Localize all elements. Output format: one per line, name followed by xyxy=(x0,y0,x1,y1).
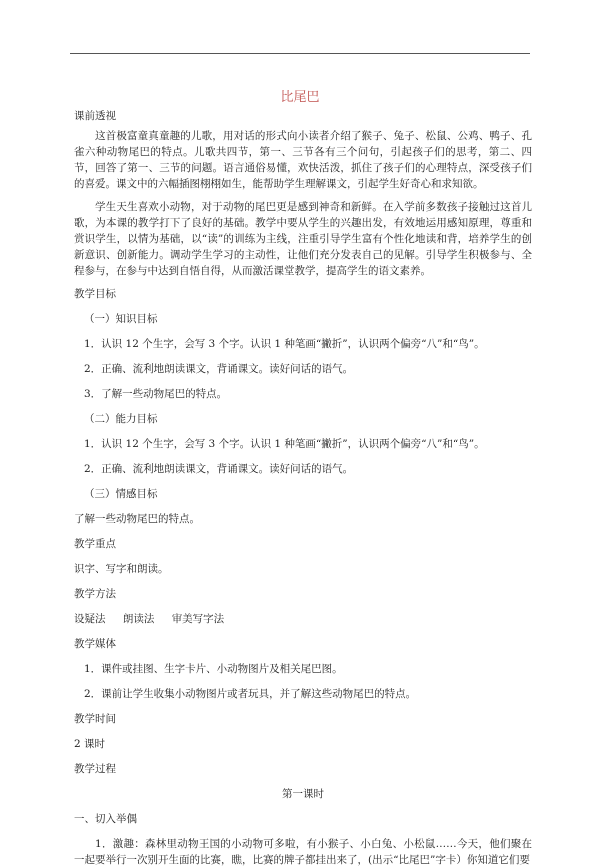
method-item: 朗读法 xyxy=(122,613,155,625)
section-heading: 一、切入举偶 xyxy=(74,813,137,825)
preview-heading: 课前透视 xyxy=(74,110,116,122)
header-rule xyxy=(70,53,530,54)
process-heading: 教学过程 xyxy=(74,763,116,775)
process-step-paragraph: 1．激趣：森林里动物王国的小动物可多啦，有小猴子、小白兔、小松鼠……今天，他们聚在一起要举行一次别开生面的比赛，瞧，比赛的牌子都挂出来了，(出示“比尾巴”字卡）你知道它们要 xyxy=(74,838,532,866)
methods-heading: 教学方法 xyxy=(74,588,116,600)
media-heading: 教学媒体 xyxy=(74,638,116,650)
method-item: 审美写字法 xyxy=(171,613,225,625)
goals-heading: 教学目标 xyxy=(74,288,116,300)
focus-heading: 教学重点 xyxy=(74,538,116,550)
knowledge-goal-item: 1．认识 12 个生字，会写 3 个字。认识 1 种笔画“撇折”，认识两个偏旁“八”和“鸟”。 xyxy=(84,338,485,350)
knowledge-goal-item: 2．正确、流利地朗读课文，背诵课文。读好问话的语气。 xyxy=(84,363,354,375)
knowledge-goal-item: 3．了解一些动物尾巴的特点。 xyxy=(84,388,228,400)
focus-text: 识字、写字和朗读。 xyxy=(74,563,169,575)
lesson-heading: 第一课时 xyxy=(282,788,324,800)
page-title: 比尾巴 xyxy=(280,90,320,105)
preview-paragraph-1: 这首极富童真童趣的儿歌，用对话的形式向小读者介绍了猴子、兔子、松鼠、公鸡、鸭子、孔雀六种动物尾巴的特点。儿歌共四节，第一、三节各有三个问句，引起孩子们的思考，第二、四节，回答了第一、三节的问题。语言通俗易懂，欢快活泼，抓住了孩子们的心理特点，深受孩子们的喜爱。课文中的六幅插图栩栩如生，能帮助学生理解课文，引起学生好奇心和求知欲。 xyxy=(74,130,532,190)
document-body xyxy=(74,108,532,868)
methods-list xyxy=(74,611,532,627)
emotion-goal-text: 了解一些动物尾巴的特点。 xyxy=(74,513,200,525)
media-item: 2．课前让学生收集小动物图片或者玩具，并了解这些动物尾巴的特点。 xyxy=(84,688,417,700)
preview-paragraph-2: 学生天生喜欢小动物，对于动物的尾巴更是感到神奇和新鲜。在入学前多数孩子接触过这首儿歌，为本课的教学打下了良好的基础。教学中要从学生的兴趣出发，有效地运用感知原理，尊重和赏识学生，以情为基础，以“读”的训练为主线，注重引导学生富有个性化地读和背，培养学生的创新意识、创新能力。调动学生学习的主动性，让他们充分发表自己的见解。引导学生积极参与、全程参与，在参与中达到自悟自得，从而激活课堂教学，提高学生的语文素养。 xyxy=(74,201,532,277)
media-item: 1．课件或挂图、生字卡片、小动物图片及相关尾巴图。 xyxy=(84,663,343,675)
ability-goal-item: 1．认识 12 个生字，会写 3 个字。认识 1 种笔画“撇折”，认识两个偏旁“八”和“鸟”。 xyxy=(84,438,485,450)
time-heading: 教学时间 xyxy=(74,713,116,725)
ability-goals-heading: （二）能力目标 xyxy=(84,413,158,425)
ability-goal-item: 2．正确、流利地朗读课文，背诵课文。读好问话的语气。 xyxy=(84,463,354,475)
knowledge-goals-heading: （一）知识目标 xyxy=(84,313,158,325)
time-text: 2 课时 xyxy=(74,738,106,750)
method-item: 设疑法 xyxy=(74,613,106,625)
emotion-goals-heading: （三）情感目标 xyxy=(84,488,158,500)
